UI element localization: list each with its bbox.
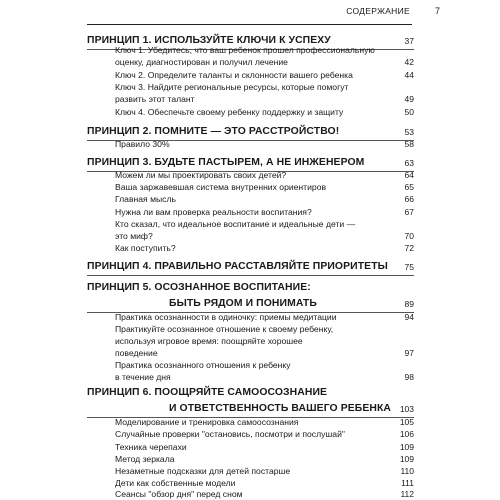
entry-text: Ключ 2. Определите таланты и склонности вашего ребенка xyxy=(115,70,353,80)
entry-page-number: 58 xyxy=(404,139,414,149)
entry-text: Кто сказал, что идеальное воспитание и идеальные дети — xyxy=(115,219,356,229)
chapter-title-continued: И ОТВЕТСТВЕННОСТЬ ВАШЕГО РЕБЕНКА xyxy=(169,403,392,414)
entry-page-number: 98 xyxy=(404,372,414,382)
entry-page-number: 109 xyxy=(399,454,414,464)
entry-page-number: 67 xyxy=(404,207,414,217)
entry-page-number: 111 xyxy=(401,478,414,488)
entry-page-number: 70 xyxy=(404,231,414,241)
entry-page-number: 44 xyxy=(404,70,414,80)
entry-page-number: 110 xyxy=(400,466,414,476)
entry-text: Ключ 1. Убедитесь, что ваш ребенок прошел профессиональную xyxy=(115,45,375,55)
entry-page-number: 109 xyxy=(399,442,414,452)
entry-text: Главная мысль xyxy=(115,194,176,204)
entry-page-number: 64 xyxy=(404,170,414,180)
entry-page-number: 66 xyxy=(404,194,414,204)
entry-page-number: 97 xyxy=(404,348,414,358)
entry-text: Моделирование и тренировка самоосознания xyxy=(115,417,299,427)
entry-text: Ключ 3. Найдите региональные ресурсы, которые помогут xyxy=(115,82,349,92)
entry-text: Незаметные подсказки для детей постарше xyxy=(115,466,291,476)
entry-page-number: 72 xyxy=(404,243,414,253)
chapter-page-number: 53 xyxy=(404,127,414,137)
entry-text: в течение дня xyxy=(115,372,171,382)
chapter-title-continued: БЫТЬ РЯДОМ И ПОНИМАТЬ xyxy=(169,298,317,309)
entry-text: это миф? xyxy=(115,231,153,241)
entry-page-number: 50 xyxy=(404,107,414,117)
entry-page-number: 42 xyxy=(404,57,414,67)
chapter-title: ПРИНЦИП 6. ПООЩРЯЙТЕ САМООСОЗНАНИЕ xyxy=(87,387,328,398)
chapter-page-number: 103 xyxy=(399,404,414,414)
entry-text: оценку, диагностирован и получил лечение xyxy=(115,57,288,67)
entry-text: Правило 30% xyxy=(115,139,170,149)
chapter-title: ПРИНЦИП 4. ПРАВИЛЬНО РАССТАВЛЯЙТЕ ПРИОРИТЕТЫ xyxy=(87,261,388,272)
entry-text: Техника черепахи xyxy=(115,442,187,452)
chapter-page-number: 63 xyxy=(404,158,414,168)
entry-page-number: 105 xyxy=(399,417,414,427)
chapter-entry[interactable] xyxy=(87,280,414,313)
entry-text: Нужна ли вам проверка реальности воспитания? xyxy=(115,207,312,217)
chapter-rule xyxy=(87,275,414,276)
entry-text: Практикуйте осознанное отношение к своему ребенку, xyxy=(115,324,334,334)
chapter-page-number: 89 xyxy=(404,299,414,309)
entry-text: Можем ли мы проектировать своих детей? xyxy=(115,170,287,180)
running-head: СОДЕРЖАНИЕ xyxy=(346,6,410,16)
chapter-title: ПРИНЦИП 5. ОСОЗНАННОЕ ВОСПИТАНИЕ: xyxy=(87,282,311,293)
chapter-entry[interactable] xyxy=(87,385,414,418)
entry-text: развить этот талант xyxy=(115,94,195,104)
entry-text: Случайные проверки "остановись, посмотри и послушай" xyxy=(115,429,345,439)
chapter-page-number: 37 xyxy=(404,36,414,46)
entry-text: Как поступить? xyxy=(115,243,176,253)
chapter-title: ПРИНЦИП 1. ИСПОЛЬЗУЙТЕ КЛЮЧИ К УСПЕХУ xyxy=(87,35,331,46)
chapter-page-number: 75 xyxy=(404,262,414,272)
entry-text: Дети как собственные модели xyxy=(115,478,236,488)
entry-text: используя игровое время: поощряйте хорошее xyxy=(115,336,303,346)
entry-text: Метод зеркала xyxy=(115,454,175,464)
entry-page-number: 112 xyxy=(400,489,414,499)
entry-text: Ключ 4. Обеспечьте своему ребенку поддержку и защиту xyxy=(115,107,344,117)
entry-text: Ваша заржавевшая система внутренних ориентиров xyxy=(115,182,327,192)
entry-text: поведение xyxy=(115,348,158,358)
entry-page-number: 65 xyxy=(404,182,414,192)
entry-text: Практика осознанности в одиночку: приемы медитации xyxy=(115,312,337,322)
entry-page-number: 94 xyxy=(404,312,414,322)
chapter-title: ПРИНЦИП 3. БУДЬТЕ ПАСТЫРЕМ, А НЕ ИНЖЕНЕРОМ xyxy=(87,157,365,168)
entry-text: Сеансы "обзор дня" перед сном xyxy=(115,489,243,499)
entry-page-number: 49 xyxy=(404,94,414,104)
entry-text: Практика осознанного отношения к ребенку xyxy=(115,360,291,370)
chapter-title: ПРИНЦИП 2. ПОМНИТЕ — ЭТО РАССТРОЙСТВО! xyxy=(87,126,340,137)
page-number: 7 xyxy=(434,6,440,16)
entry-page-number: 106 xyxy=(399,429,414,439)
chapter-entry[interactable] xyxy=(87,259,414,276)
